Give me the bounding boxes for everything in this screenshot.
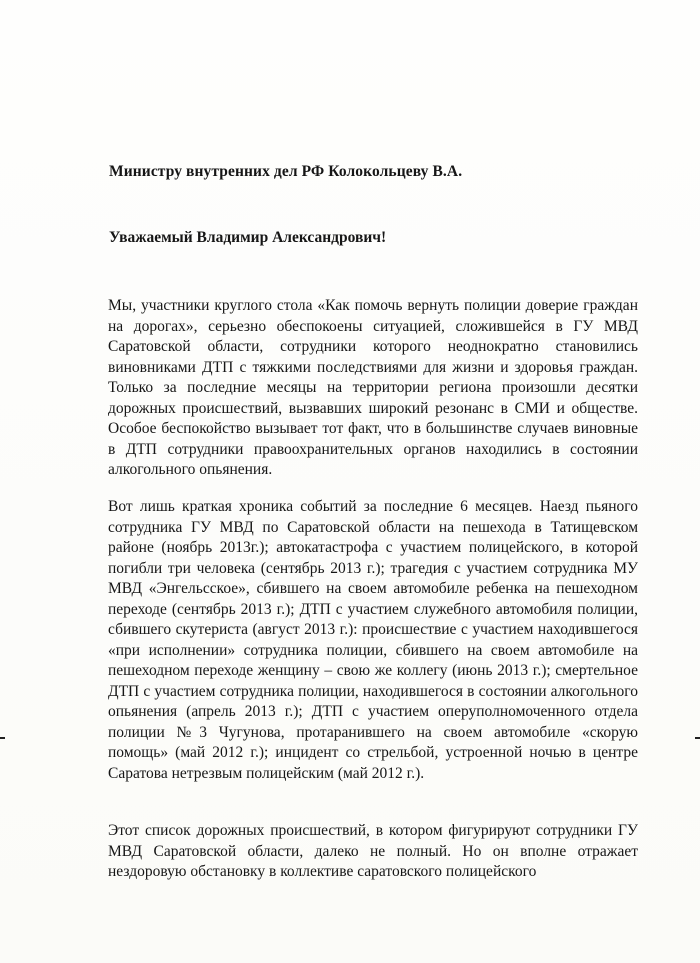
- scan-edge-mark-right: [695, 737, 700, 739]
- letter-paragraph-1: Мы, участники круглого стола «Как помочь вернуть полиции доверие граждан на дорогах», серьезно обеспокоены ситуацией, сложившейся в ГУ МВД Саратовской области, сотрудники которого неоднократно становились виновниками ДТП с тяжкими последствиями для жизни и здоровья граждан. Только за последние месяцы на территории региона произошли десятки дорожных происшествий, вызвавших широкий резонанс в СМИ и обществе. Особое беспокойство вызывает тот факт, что в большинстве случаев виновные в ДТП сотрудники правоохранительных органов находились в состоянии алкогольного опьянения.: [108, 297, 638, 478]
- letter-addressee: Министру внутренних дел РФ Колокольцеву В.А.: [109, 163, 463, 180]
- letter-paragraph-3: Этот список дорожных происшествий, в котором фигурируют сотрудники ГУ МВД Саратовской области, далеко не полный. Но он вполне отражает нездоровую обстановку в коллективе саратовского полицейского: [108, 822, 638, 880]
- letter-salutation: Уважаемый Владимир Александрович!: [109, 229, 387, 246]
- scan-edge-mark-left: [0, 737, 5, 739]
- letter-paragraph-2: Вот лишь краткая хроника событий за последние 6 месяцев. Наезд пьяного сотрудника ГУ МВД по Саратовской области на пешехода в Татищевском районе (ноябрь 2013г.); автокатастрофа с участием полицейского, в которой погибли три человека (сентябрь 2013 г.); трагедия с участием сотрудника МУ МВД «Энгельсское», сбившего на своем автомобиле ребенка на пешеходном переходе (сентябрь 2013 г.); ДТП с участием служебного автомобиля полиции, сбившего скутериста (август 2013 г.): происшествие с участием находившегося «при исполнении» сотрудника полиции, сбившего на своем автомобиле на пешеходном переходе женщину – свою же коллегу (июнь 2013 г.); смертельное ДТП с участием сотрудника полиции, находившегося в состоянии алкогольного опьянения (апрель 2013 г.); ДТП с участием оперуполномоченного отдела полиции №3 Чугунова, протаранившего на своем автомобиле «скорую помощь» (май 2012 г.); инцидент со стрельбой, устроенной ночью в центре Саратова нетрезвым полицейским (май 2012 г.).: [108, 498, 638, 782]
